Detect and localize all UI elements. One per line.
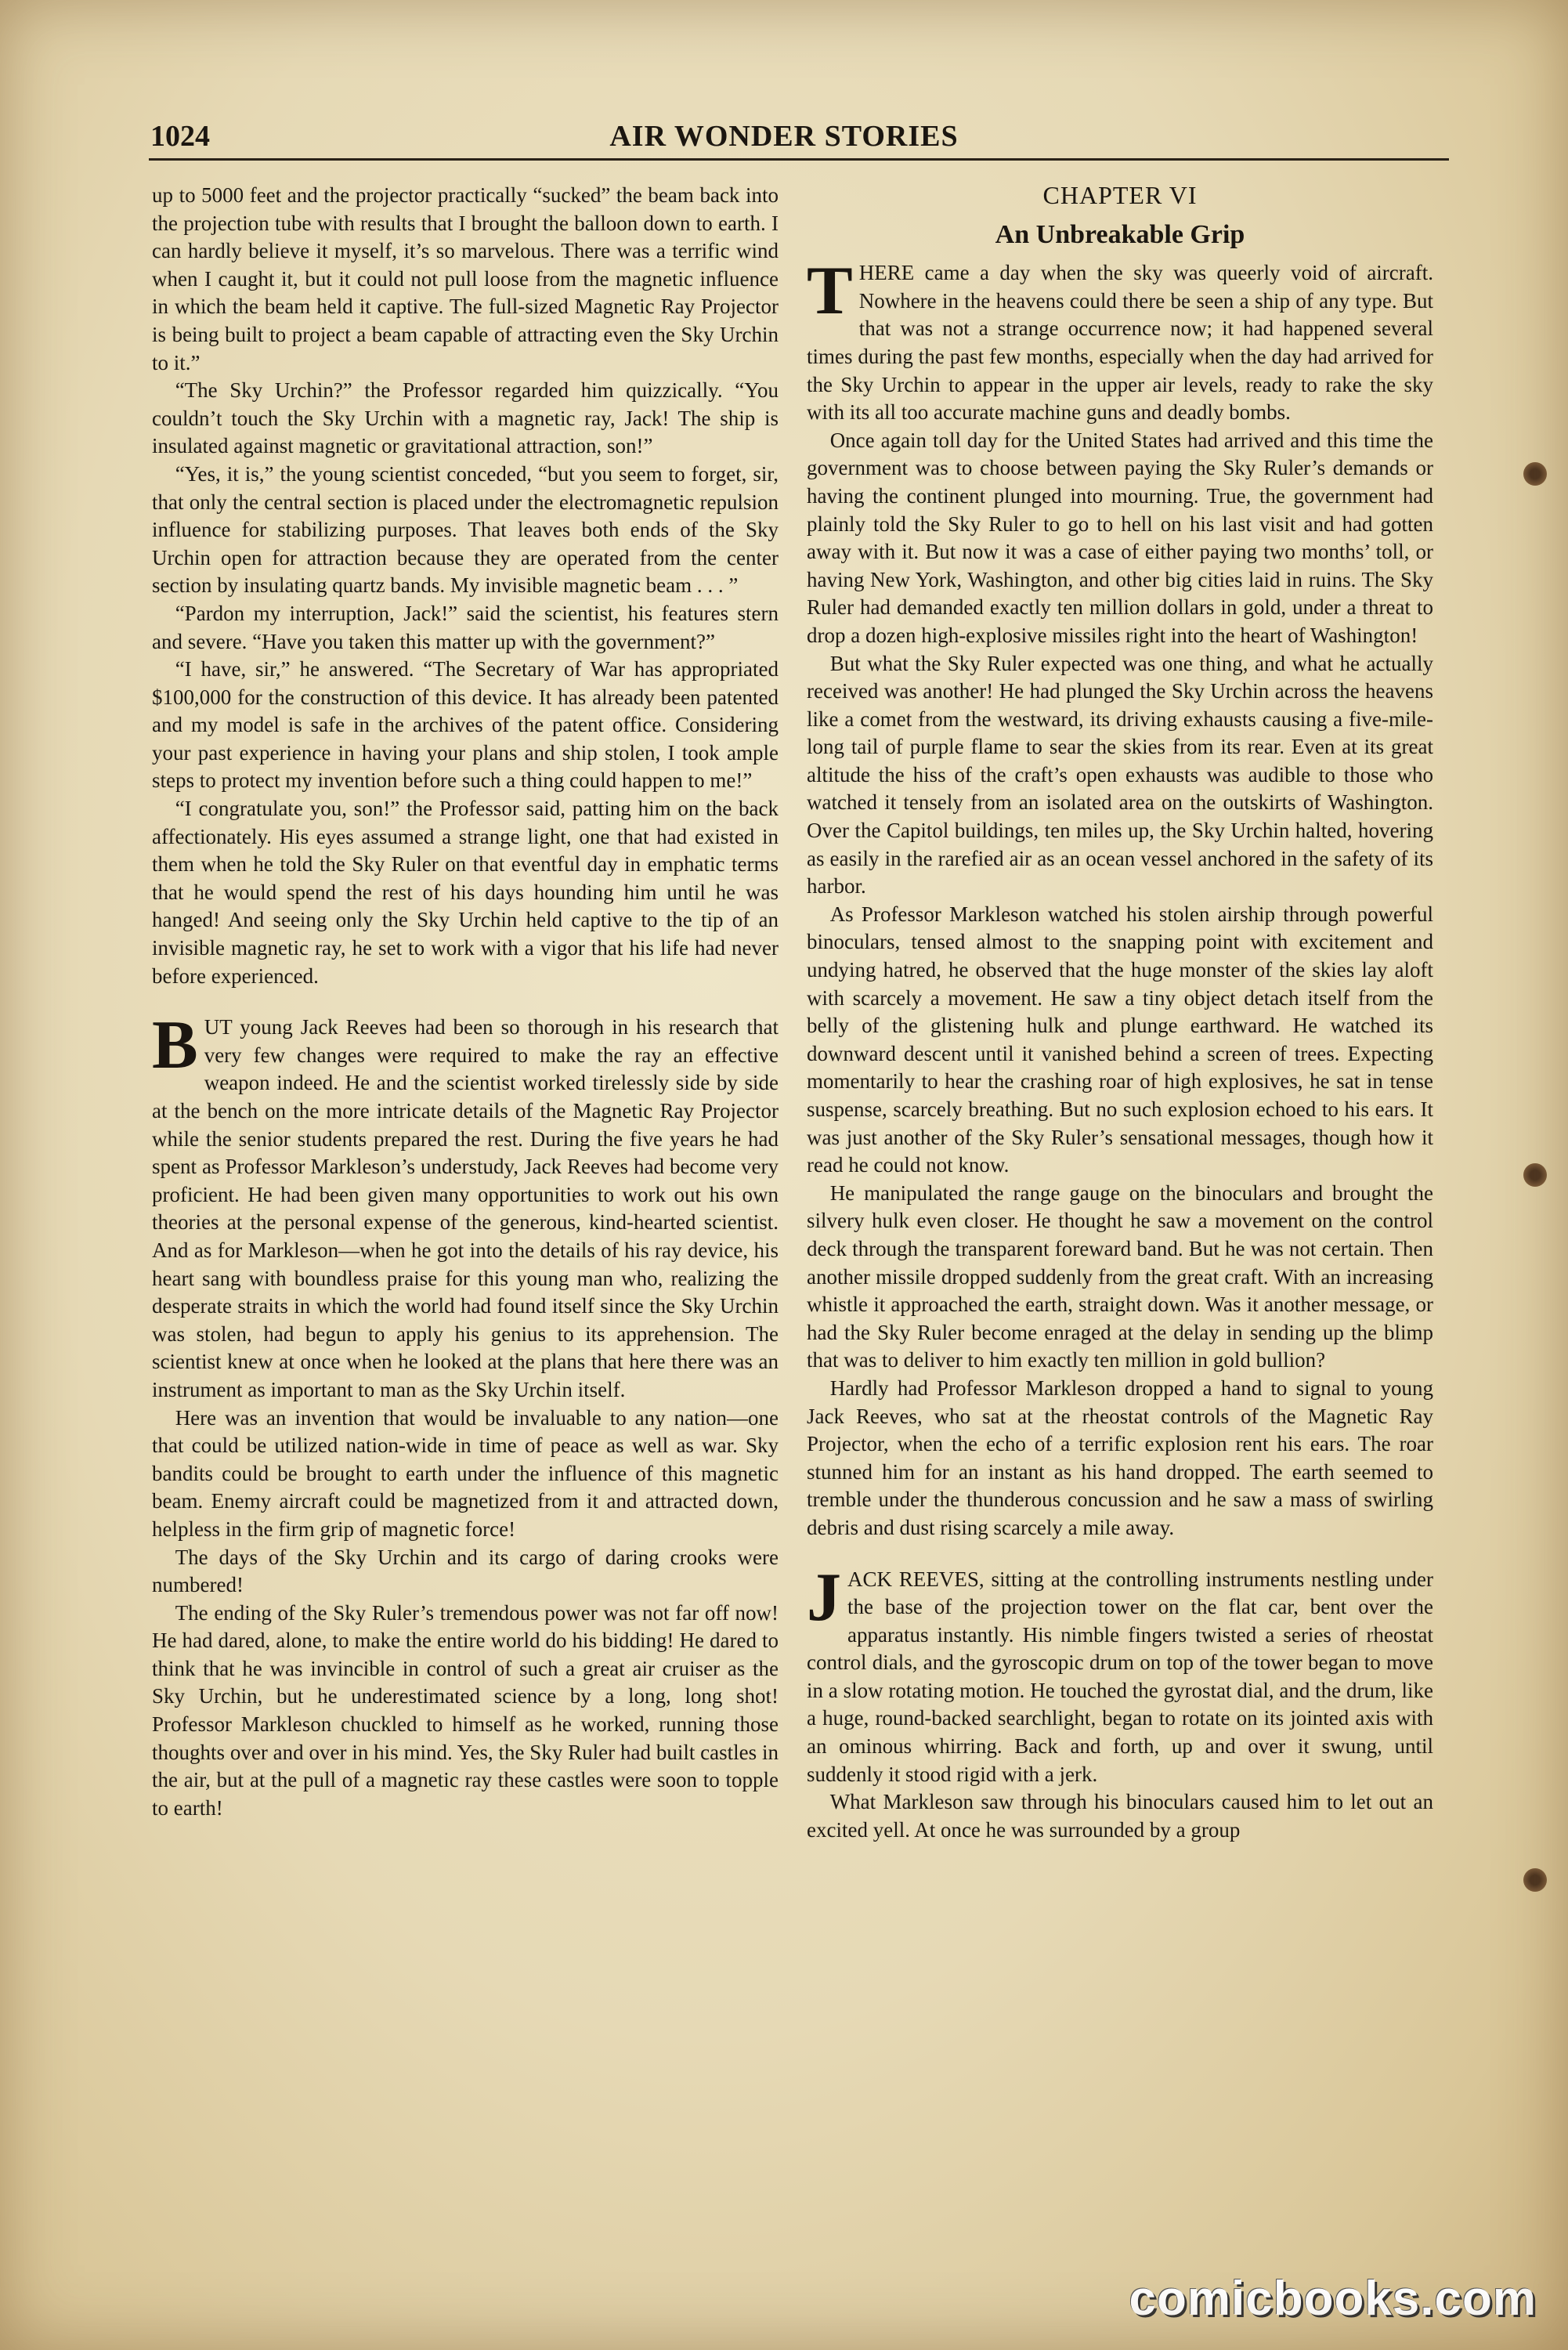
header-rule xyxy=(149,158,1449,161)
paragraph-text: UT young Jack Reeves had been so thorough in his research that very few changes were required to make the ray an effective weapon indeed. He and the scientist worked tirelessly side by side at the bench on the more intricate details of the Magnetic Ray Projector while the senior students prepared the rest. During the five years he had spent as Professor Markleson’s understudy, Jack Reeves had become very proficient. He had been given many opportunities to work out his own theories at the personal expense of the generous, kind-hearted scientist. And as for Markleson—when he got into the details of his ray device, his heart sang with boundless praise for this young man who, realizing the desperate straits in which the world had found itself since the Sky Urchin was stolen, had begun to apply his genius to its apprehension. The scientist knew at once when he looked at the plans that here there was an instrument as important to man as the Sky Urchin itself. xyxy=(152,1015,779,1401)
chapter-opening-paragraph xyxy=(807,253,1433,427)
right-column xyxy=(807,182,1433,1844)
paragraph: What Markleson saw through his binoculars caused him to let out an excited yell. At once he was surrounded by a group xyxy=(807,1790,1433,1842)
drop-cap: T xyxy=(807,253,853,330)
paragraph: The ending of the Sky Ruler’s tremendous power was not far off now! He had dared, alone, to make the entire world do his bidding! He dared to think that he was invincible in control of such a great air cruiser as the Sky Urchin, but he underestimated science by a long, long shot! Professor Markleson chuckled to himself as he worked, running those thoughts over and over in his mind. Yes, the Sky Ruler had built castles in the air, but at the pull of a magnetic ray these castles were soon to topple to earth! xyxy=(152,1600,779,1820)
paragraph: “The Sky Urchin?” the Professor regarded him quizzically. “You couldn’t touch the Sky Urchin with a magnetic ray, Jack! The ship is insulated against magnetic or gravitational attraction, son!” xyxy=(152,378,779,458)
paragraph: The days of the Sky Urchin and its cargo of daring crooks were numbered! xyxy=(152,1545,779,1597)
chapter-title: An Unbreakable Grip xyxy=(995,219,1245,249)
magazine-title: AIR WONDER STORIES xyxy=(609,120,959,153)
left-column xyxy=(152,182,779,1822)
paragraph-text: HERE came a day when the sky was queerly void of aircraft. Nowhere in the heavens could there be seen a ship of any type. But that was not a strange occurrence now; it had happened several times during the past few months, especially when the day had arrived for the Sky Urchin to appear in the upper air levels, ready to rake the sky with its all too accurate machine guns and deadly bombs. xyxy=(807,261,1433,425)
page-number: 1024 xyxy=(150,120,210,153)
binding-hole xyxy=(1523,1868,1547,1892)
paragraph: “I congratulate you, son!” the Professor said, patting him on the back affectionately. His eyes assumed a strange light, one that had existed in them when he told the Sky Ruler on that eventful day in emphatic terms that he would spend the rest of his days hounding him until he was hanged! And seeing only the Sky Urchin held captive to the tip of an invisible magnetic ray, he set to work with a vigor that his life had never before experienced. xyxy=(152,797,779,988)
paragraph: Once again toll day for the United States had arrived and this time the government was to choose between paying the Sky Ruler’s demands or having the continent plunged into mourning. True, the government had plainly told the Sky Ruler to go to hell on his last visit and had gotten away with it. But now it was a case of either paying two months’ toll, or having New York, Washington, and other big cities laid in ruins. The Sky Ruler had demanded exactly ten million dollars in gold, under a threat to drop a dozen high-explosive missiles right into the heart of Washington! xyxy=(807,428,1433,647)
drop-cap: B xyxy=(152,1007,198,1084)
paragraph: up to 5000 feet and the projector practically “sucked” the beam back into the projection tube with results that I brought the balloon down to earth. I can hardly believe it myself, it’s so marvelous. There was a terrific wind when I caught it, but it could not pull loose from the magnetic influence in which the beam held it captive. The full-sized Magnetic Ray Projector is being built to project a beam capable of attracting even the Sky Urchin to it.” xyxy=(152,183,779,374)
paragraph: As Professor Markleson watched his stolen airship through powerful binoculars, tensed almost to the snapping point with excitement and undying hatred, he observed that the huge monster of the skies lay aloft with scarcely a movement. He saw a tiny object detach itself from the belly of the glistening hulk and plunge earthward. He watched its downward descent until it vanished behind a screen of trees. Expecting momentarily to hear the crashing roar of high explosives, he sat in tense suspense, scarcely breathing. But no such explosion echoed to his ears. It was just another of the Sky Ruler’s sensational messages, though how it read he could not know. xyxy=(807,902,1433,1177)
binding-hole xyxy=(1523,462,1547,486)
section-opening-paragraph xyxy=(152,1007,779,1404)
paragraph: But what the Sky Ruler expected was one thing, and what he actually received was another! He had plunged the Sky Urchin across the heavens like a comet from the westward, its driving exhausts causing a five-mile-long tail of purple flame to sear the skies from its rear. Even at its great altitude the hiss of the craft’s open exhausts was audible to those who watched it tensely from an isolated area on the outskirts of Washington. Over the Capitol buildings, ten miles up, the Sky Urchin halted, hovering as easily in the rarefied air as an ocean vessel anchored in the safety of its harbor. xyxy=(807,651,1433,898)
paragraph: “I have, sir,” he answered. “The Secretary of War has appropriated $100,000 for the construction of this device. It has already been patented and my model is safe in the archives of the patent office. Considering your past experience in having your plans and ship stolen, I took ample steps to protect my invention before such a thing could happen to me!” xyxy=(152,657,779,793)
paragraph-text: ACK REEVES, sitting at the controlling instruments nestling under the base of the projection tower on the flat car, bent over the apparatus instantly. His nimble fingers twisted a series of rheostat control dials, and the gyroscopic drum on top of the tower began to move in a slow rotating motion. He touched the gyrostat dial, and the drum, like a huge, round-backed searchlight, began to rotate on its jointed axis with an ominous whirring. Back and forth, up and over it swung, until suddenly it stood rigid with a jerk. xyxy=(807,1567,1433,1786)
paragraph: “Yes, it is,” the young scientist conceded, “but you seem to forget, sir, that only the central section is placed under the electromagnetic repulsion influence for stabilizing purposes. That leaves both ends of the Sky Urchin open for attraction because they are operated from the center section by insulating quartz bands. My invisible magnetic beam . . . ” xyxy=(152,461,779,598)
paragraph: “Pardon my interruption, Jack!” said the scientist, his features stern and severe. “Have you taken this matter up with the government?” xyxy=(152,601,779,653)
paragraph: He manipulated the range gauge on the binoculars and brought the silvery hulk even closer. He thought he saw a movement on the control deck through the transparent foreward band. But he was not certain. Then another missile dropped suddenly from the great craft. With an increasing whistle it approached the earth, straight down. Was it another message, or had the Sky Ruler become enraged at the delay in sending up the blimp that was to deliver to him exactly ten million in gold bullion? xyxy=(807,1180,1433,1372)
watermark-logo: comicbooks.com xyxy=(1129,2272,1537,2326)
binding-hole xyxy=(1523,1163,1547,1187)
paragraph: Hardly had Professor Markleson dropped a hand to signal to young Jack Reeves, who sat at the rheostat controls of the Magnetic Ray Projector, when the echo of a terrific explosion rent his ears. The roar stunned him for an instant as his hand dropped. The earth seemed to tremble under the thunderous concussion and he saw a mass of swirling debris and dust rising scarcely a mile away. xyxy=(807,1376,1433,1539)
paragraph: Here was an invention that would be invaluable to any nation—one that could be utilized nation-wide in time of peace as well as war. Sky bandits could be brought to earth under the influence of this magnetic beam. Enemy aircraft could be magnetized from it and attracted down, helpless in the firm grip of magnetic force! xyxy=(152,1405,779,1541)
section-opening-paragraph xyxy=(807,1559,1433,1789)
drop-cap: J xyxy=(807,1559,841,1636)
chapter-label: CHAPTER VI xyxy=(1042,181,1198,209)
